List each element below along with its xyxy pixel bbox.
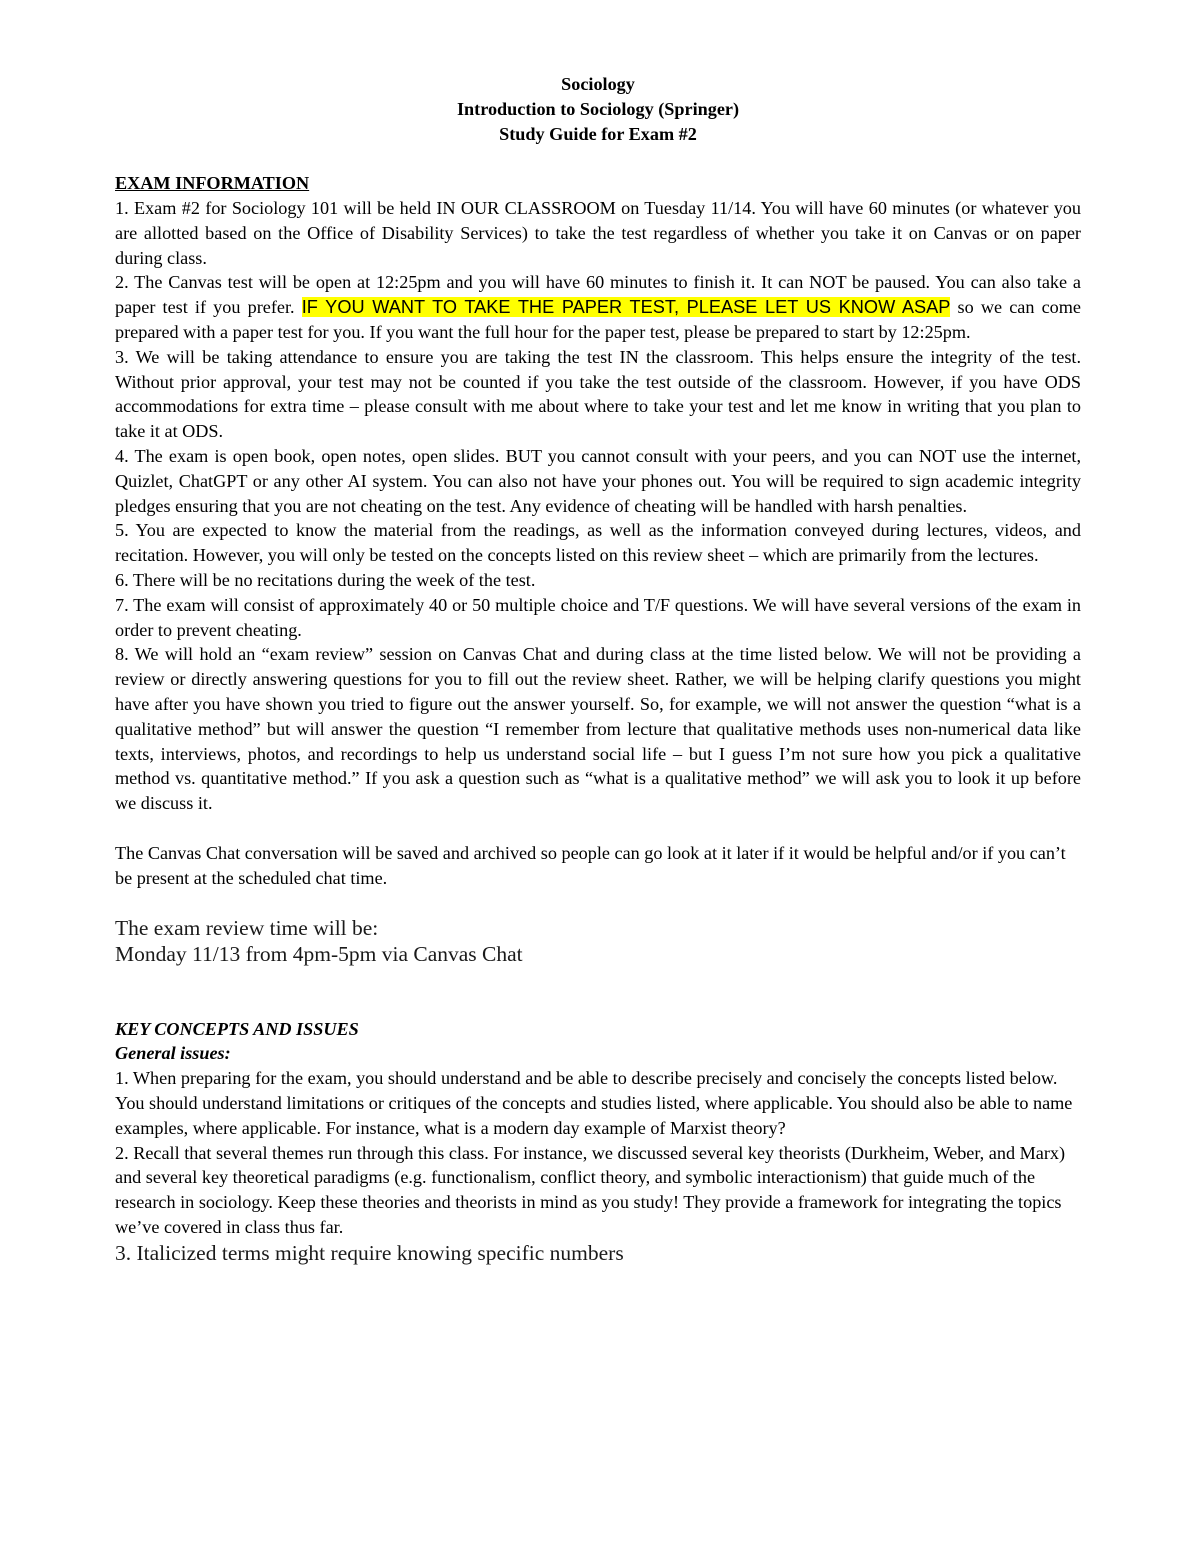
key-concepts-item-1: 1. When preparing for the exam, you should understand and be able to describe precisely and concisely the concepts listed below. You should understand limitations or critiques of the concepts and studies listed, where applicable. You should also be able to name examples, where applicable. For instance, what is a modern day example of Marxist theory?	[115, 1068, 1073, 1138]
course-title: Introduction to Sociology (Springer)	[456, 98, 740, 119]
review-time-label: The exam review time will be:	[115, 916, 379, 941]
exam-info-item-4: 4. The exam is open book, open notes, open slides. BUT you cannot consult with your peers, and you can NOT use the internet, Quizlet, ChatGPT or any other AI system. You can also not have your phones out. You will be required to sign academic integrity pledges ensuring that you are not cheating on the test. Any evidence of cheating will be handled with harsh penalties.	[115, 445, 1081, 516]
exam-information-heading: EXAM INFORMATION	[115, 173, 310, 194]
key-concepts-heading: KEY CONCEPTS AND ISSUES	[115, 1018, 359, 1039]
blank-line	[115, 967, 1081, 992]
exam-info-item-6: 6. There will be no recitations during the week of the test.	[115, 569, 536, 590]
exam-info-item-2-text-b: so we can come prepared with a paper test for you. If you want the full hour for the paper test, please be prepared to start by 12:25pm.	[115, 297, 1081, 342]
blank-line	[115, 890, 1081, 915]
blank-line	[115, 992, 1081, 1017]
exam-info-item-2-text-a: 2. The Canvas test will be open at 12:25pm and you will have 60 minutes to finish it. It can NOT be paused. You can also take a paper test if you prefer.	[115, 272, 1081, 318]
exam-info-item-1: 1. Exam #2 for Sociology 101 will be held IN OUR CLASSROOM on Tuesday 11/14. You will have 60 minutes (or whatever you are allotted based on the Office of Disability Services) to take the test regardless of whether you take it on Canvas or on paper during class.	[115, 197, 1081, 268]
blank-line	[115, 816, 1081, 841]
canvas-chat-note: The Canvas Chat conversation will be saved and archived so people can go look at it later if it would be helpful and/or if you can’t be present at the scheduled chat time.	[115, 842, 1066, 888]
review-time-value: Monday 11/13 from 4pm-5pm via Canvas Chat	[115, 942, 523, 967]
exam-info-item-7: 7. The exam will consist of approximately 40 or 50 multiple choice and T/F questions. We will have several versions of the exam in order to prevent cheating.	[115, 594, 1081, 640]
key-concepts-item-3: 3. Italicized terms might require knowing specific numbers	[115, 1240, 624, 1265]
document-page	[115, 72, 1081, 1266]
exam-info-item-8: 8. We will hold an “exam review” session on Canvas Chat and during class at the time listed below. We will not be providing a review or directly answering questions for you to fill out the review sheet. Rather, we will be helping clarify questions you might have after you have shown you tried to figure out the answer yourself. So, for example, we will not answer the question “what is a qualitative method” but will answer the question “I remember from lecture that qualitative methods uses non-numerical data like texts, interviews, photos, and recordings to help us understand social life – but I guess I’m not sure how you pick a qualitative method vs. quantitative method.” If you ask a question such as “what is a qualitative method” we will ask you to look it up before we discuss it.	[115, 644, 1081, 814]
exam-info-item-5: 5. You are expected to know the material from the readings, as well as the information conveyed during lectures, videos, and recitation. However, you will only be tested on the concepts listed on this review sheet – which are primarily from the lectures.	[115, 520, 1081, 566]
key-concepts-item-2: 2. Recall that several themes run through this class. For instance, we discussed several key theorists (Durkheim, Weber, and Marx) and several key theoretical paradigms (e.g. functionalism, conflict theory, and symbolic interactionism) that guide much of the research in sociology. Keep these theories and theorists in mind as you study! They provide a framework for integrating the topics we’ve covered in class thus far.	[115, 1142, 1066, 1238]
blank-line	[115, 146, 1081, 171]
course-subject: Sociology	[561, 74, 635, 94]
general-issues-heading: General issues:	[115, 1043, 231, 1064]
exam-info-item-2	[115, 270, 1081, 344]
document-header	[115, 72, 1081, 146]
document-title: Study Guide for Exam #2	[499, 123, 697, 144]
exam-info-item-3: 3. We will be taking attendance to ensure you are taking the test IN the classroom. This helps ensure the integrity of the test. Without prior approval, your test may not be counted if you take the test outside of the classroom. However, if you have ODS accommodations for extra time – please consult with me about where to take your test and let me know in writing that you plan to take it at ODS.	[115, 346, 1081, 442]
paper-test-highlight: IF YOU WANT TO TAKE THE PAPER TEST, PLEASE LET US KNOW ASAP	[301, 297, 951, 318]
